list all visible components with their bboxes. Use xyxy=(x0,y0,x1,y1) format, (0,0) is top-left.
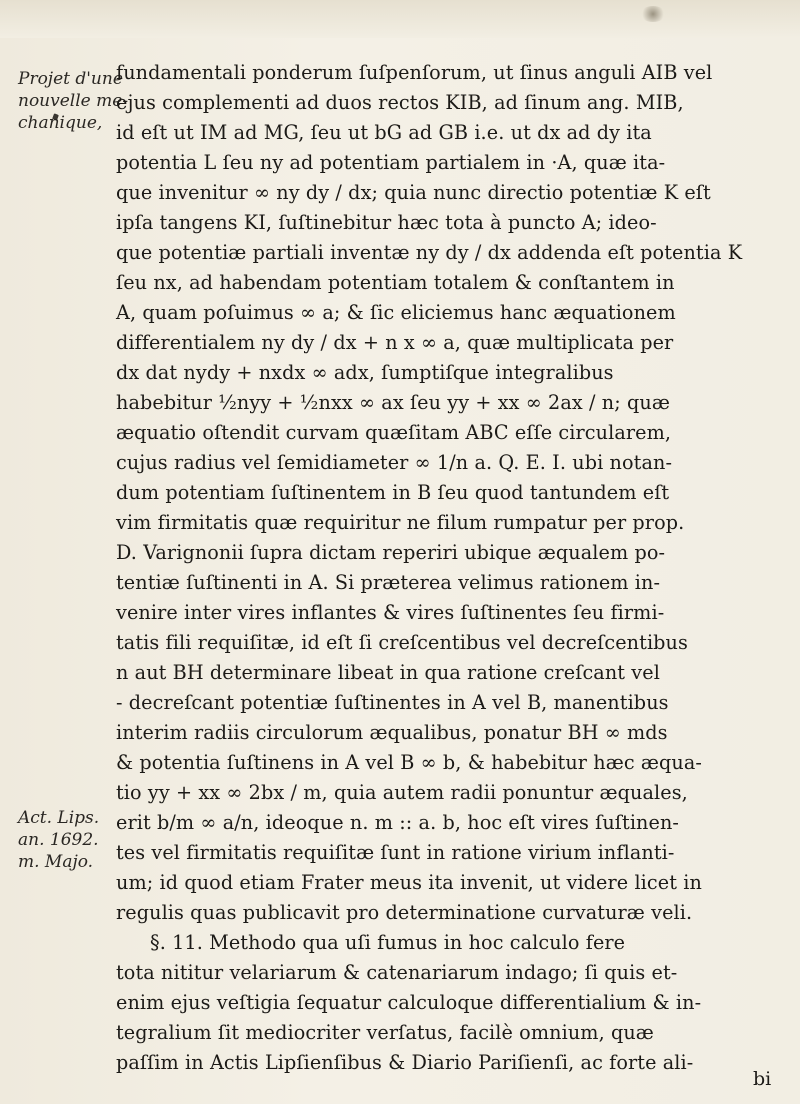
text-line: tes vel firmitatis requiſitæ ſunt in ratione virium inflanti- xyxy=(116,841,675,864)
text-line: & potentia ſuſtinens in A vel B ∞ b, & habebitur hæc æqua- xyxy=(116,751,702,774)
text-line: regulis quas publicavit pro determinatione curvaturæ veli. xyxy=(116,901,693,924)
main-text xyxy=(116,58,782,1078)
text-line: - decreſcant potentiæ ſuſtinentes in A vel B, manentibus xyxy=(116,691,669,714)
margin-note-line: an. 1692. xyxy=(18,830,99,850)
text-line: que potentiæ partiali inventæ ny dy / dx addenda eſt potentia K xyxy=(116,241,743,264)
margin-note-line: chanique, xyxy=(18,113,103,133)
text-line: potentia L ſeu ny ad potentiam partialem in ·A, quæ ita- xyxy=(116,151,666,174)
text-line: tota nititur velariarum & catenariarum indago; ſi quis et- xyxy=(116,961,678,984)
margin-note-reference xyxy=(18,807,110,873)
text-line: id eſt ut IM ad MG, ſeu ut bG ad GB i.e. ut dx ad dy ita xyxy=(116,121,652,144)
text-line: habebitur ½nyy + ½nxx ∞ ax ſeu yy + xx ∞ 2ax / n; quæ xyxy=(116,391,670,414)
text-line: differentialem ny dy / dx + n x ∞ a, quæ multiplicata per xyxy=(116,331,674,354)
text-line: enim ejus veſtigia ſequatur calculoque differentialium & in- xyxy=(116,991,702,1014)
catchword: bi xyxy=(753,1068,772,1090)
margin-note-line: nouvelle me- xyxy=(18,91,129,111)
text-line: tentiæ ſuſtinenti in A. Si præterea velimus rationem in- xyxy=(116,571,661,594)
text-line: ipſa tangens KI, ſuſtinebitur hæc tota à puncto A; ideo- xyxy=(116,211,657,234)
text-line: paſſim in Actis Lipſienſibus & Diario Pariſienſi, ac forte ali- xyxy=(116,1051,694,1074)
margin-note-line: m. Majo. xyxy=(18,852,94,872)
text-line: interim radiis circulorum æqualibus, ponatur BH ∞ mds xyxy=(116,721,668,744)
text-line: tegralium ſit mediocriter verſatus, facilè omnium, quæ xyxy=(116,1021,654,1044)
text-line: ejus complementi ad duos rectos KIB, ad ſinum ang. MIB, xyxy=(116,91,684,114)
margin-note-line: Projet d'une xyxy=(18,69,123,89)
text-line: venire inter vires inflantes & vires ſuſtinentes ſeu firmi- xyxy=(116,601,665,624)
text-line: D. Varignonii ſupra dictam reperiri ubique æqualem po- xyxy=(116,541,666,564)
section-heading-line: §. 11. Methodo qua uſi fumus in hoc calculo fere xyxy=(150,931,626,954)
text-line: dum potentiam ſuſtinentem in B ſeu quod tantundem eſt xyxy=(116,481,670,504)
text-line: æquatio oſtendit curvam quæſitam ABC eſſe circularem, xyxy=(116,421,672,444)
text-line: ſeu nx, ad habendam potentiam totalem & conſtantem in xyxy=(116,271,675,294)
text-line: um; id quod etiam Frater meus ita invenit, ut videre licet in xyxy=(116,871,702,894)
text-line: erit b/m ∞ a/n, ideoque n. m :: a. b, hoc eſt vires ſuſtinen- xyxy=(116,811,680,834)
text-line: fundamentali ponderum ſuſpenſorum, ut ſinus anguli AIB vel xyxy=(116,61,713,84)
text-line: tio yy + xx ∞ 2bx / m, quia autem radii ponuntur æquales, xyxy=(116,781,688,804)
ink-blot xyxy=(640,6,666,22)
text-line: tatis fili requiſitæ, id eſt ſi creſcentibus vel decreſcentibus xyxy=(116,631,688,654)
text-line: dx dat nydy + nxdx ∞ adx, ſumptiſque integralibus xyxy=(116,361,614,384)
text-line: vim firmitatis quæ requiritur ne filum rumpatur per prop. xyxy=(116,511,685,534)
page-top-shadow xyxy=(0,0,800,38)
margin-note-project xyxy=(18,68,129,134)
text-line: que invenitur ∞ ny dy / dx; quia nunc directio potentiæ K eſt xyxy=(116,181,711,204)
margin-note-line: Act. Lips. xyxy=(18,808,100,828)
text-line: cujus radius vel ſemidiameter ∞ 1/n a. Q. E. I. ubi notan- xyxy=(116,451,673,474)
text-line: A, quam poſuimus ∞ a; & ſic eliciemus hanc æquationem xyxy=(116,301,676,324)
text-line: n aut BH determinare libeat in qua ratione creſcant vel xyxy=(116,661,660,684)
